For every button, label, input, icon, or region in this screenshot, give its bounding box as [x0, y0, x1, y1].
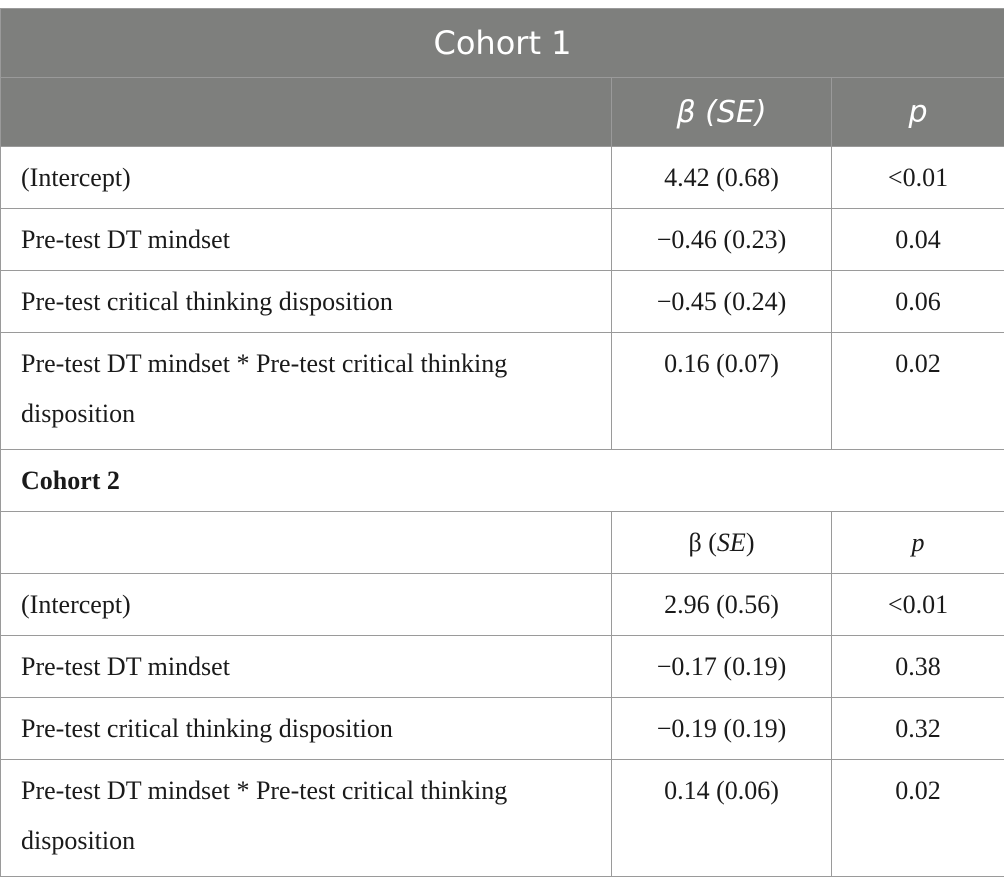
- row-label: Pre-test critical thinking disposition: [1, 698, 612, 760]
- row-label: (Intercept): [1, 147, 612, 209]
- cohort1-header-row: [1, 78, 1004, 147]
- se-label: SE: [716, 528, 746, 557]
- cohort2-title-row: [1, 450, 1004, 512]
- row-p: 0.02: [832, 760, 1004, 877]
- row-beta: −0.17 (0.19): [612, 636, 832, 698]
- cohort1-header-empty: [1, 78, 612, 147]
- cohort2-title: Cohort 2: [1, 450, 1004, 512]
- row-label: Pre-test DT mindset: [1, 636, 612, 698]
- row-p: 0.38: [832, 636, 1004, 698]
- row-beta: 0.14 (0.06): [612, 760, 832, 877]
- row-p: 0.06: [832, 271, 1004, 333]
- row-beta: −0.46 (0.23): [612, 209, 832, 271]
- row-beta: −0.45 (0.24): [612, 271, 832, 333]
- table-row: [1, 574, 1004, 636]
- table-row: [1, 209, 1004, 271]
- row-label: Pre-test critical thinking disposition: [1, 271, 612, 333]
- cohort1-title-row: [1, 9, 1004, 78]
- beta-symbol: β: [688, 528, 702, 557]
- cohort1-header-p: p: [832, 78, 1004, 147]
- cohort2-header-empty: [1, 512, 612, 574]
- cohort1-title: Cohort 1: [1, 9, 1004, 78]
- row-p: 0.32: [832, 698, 1004, 760]
- se-label: (SE): [705, 94, 767, 130]
- row-label: Pre-test DT mindset * Pre-test critical thinking disposition: [1, 760, 612, 877]
- row-p: 0.04: [832, 209, 1004, 271]
- row-beta: 4.42 (0.68): [612, 147, 832, 209]
- row-label: (Intercept): [1, 574, 612, 636]
- cohort2-header-p: p: [832, 512, 1004, 574]
- table-row: [1, 147, 1004, 209]
- table-row: [1, 760, 1004, 877]
- table-row: [1, 698, 1004, 760]
- regression-table: [0, 8, 1004, 877]
- table-row: [1, 636, 1004, 698]
- row-beta: −0.19 (0.19): [612, 698, 832, 760]
- table-row: [1, 333, 1004, 450]
- row-p: <0.01: [832, 574, 1004, 636]
- cohort2-header-row: [1, 512, 1004, 574]
- row-p: <0.01: [832, 147, 1004, 209]
- row-beta: 0.16 (0.07): [612, 333, 832, 450]
- row-label: Pre-test DT mindset * Pre-test critical thinking disposition: [1, 333, 612, 450]
- table-row: [1, 271, 1004, 333]
- beta-symbol: β: [676, 94, 696, 130]
- row-p: 0.02: [832, 333, 1004, 450]
- row-label: Pre-test DT mindset: [1, 209, 612, 271]
- row-beta: 2.96 (0.56): [612, 574, 832, 636]
- cohort2-header-beta: β (SE): [612, 512, 832, 574]
- cohort1-header-beta: [612, 78, 832, 147]
